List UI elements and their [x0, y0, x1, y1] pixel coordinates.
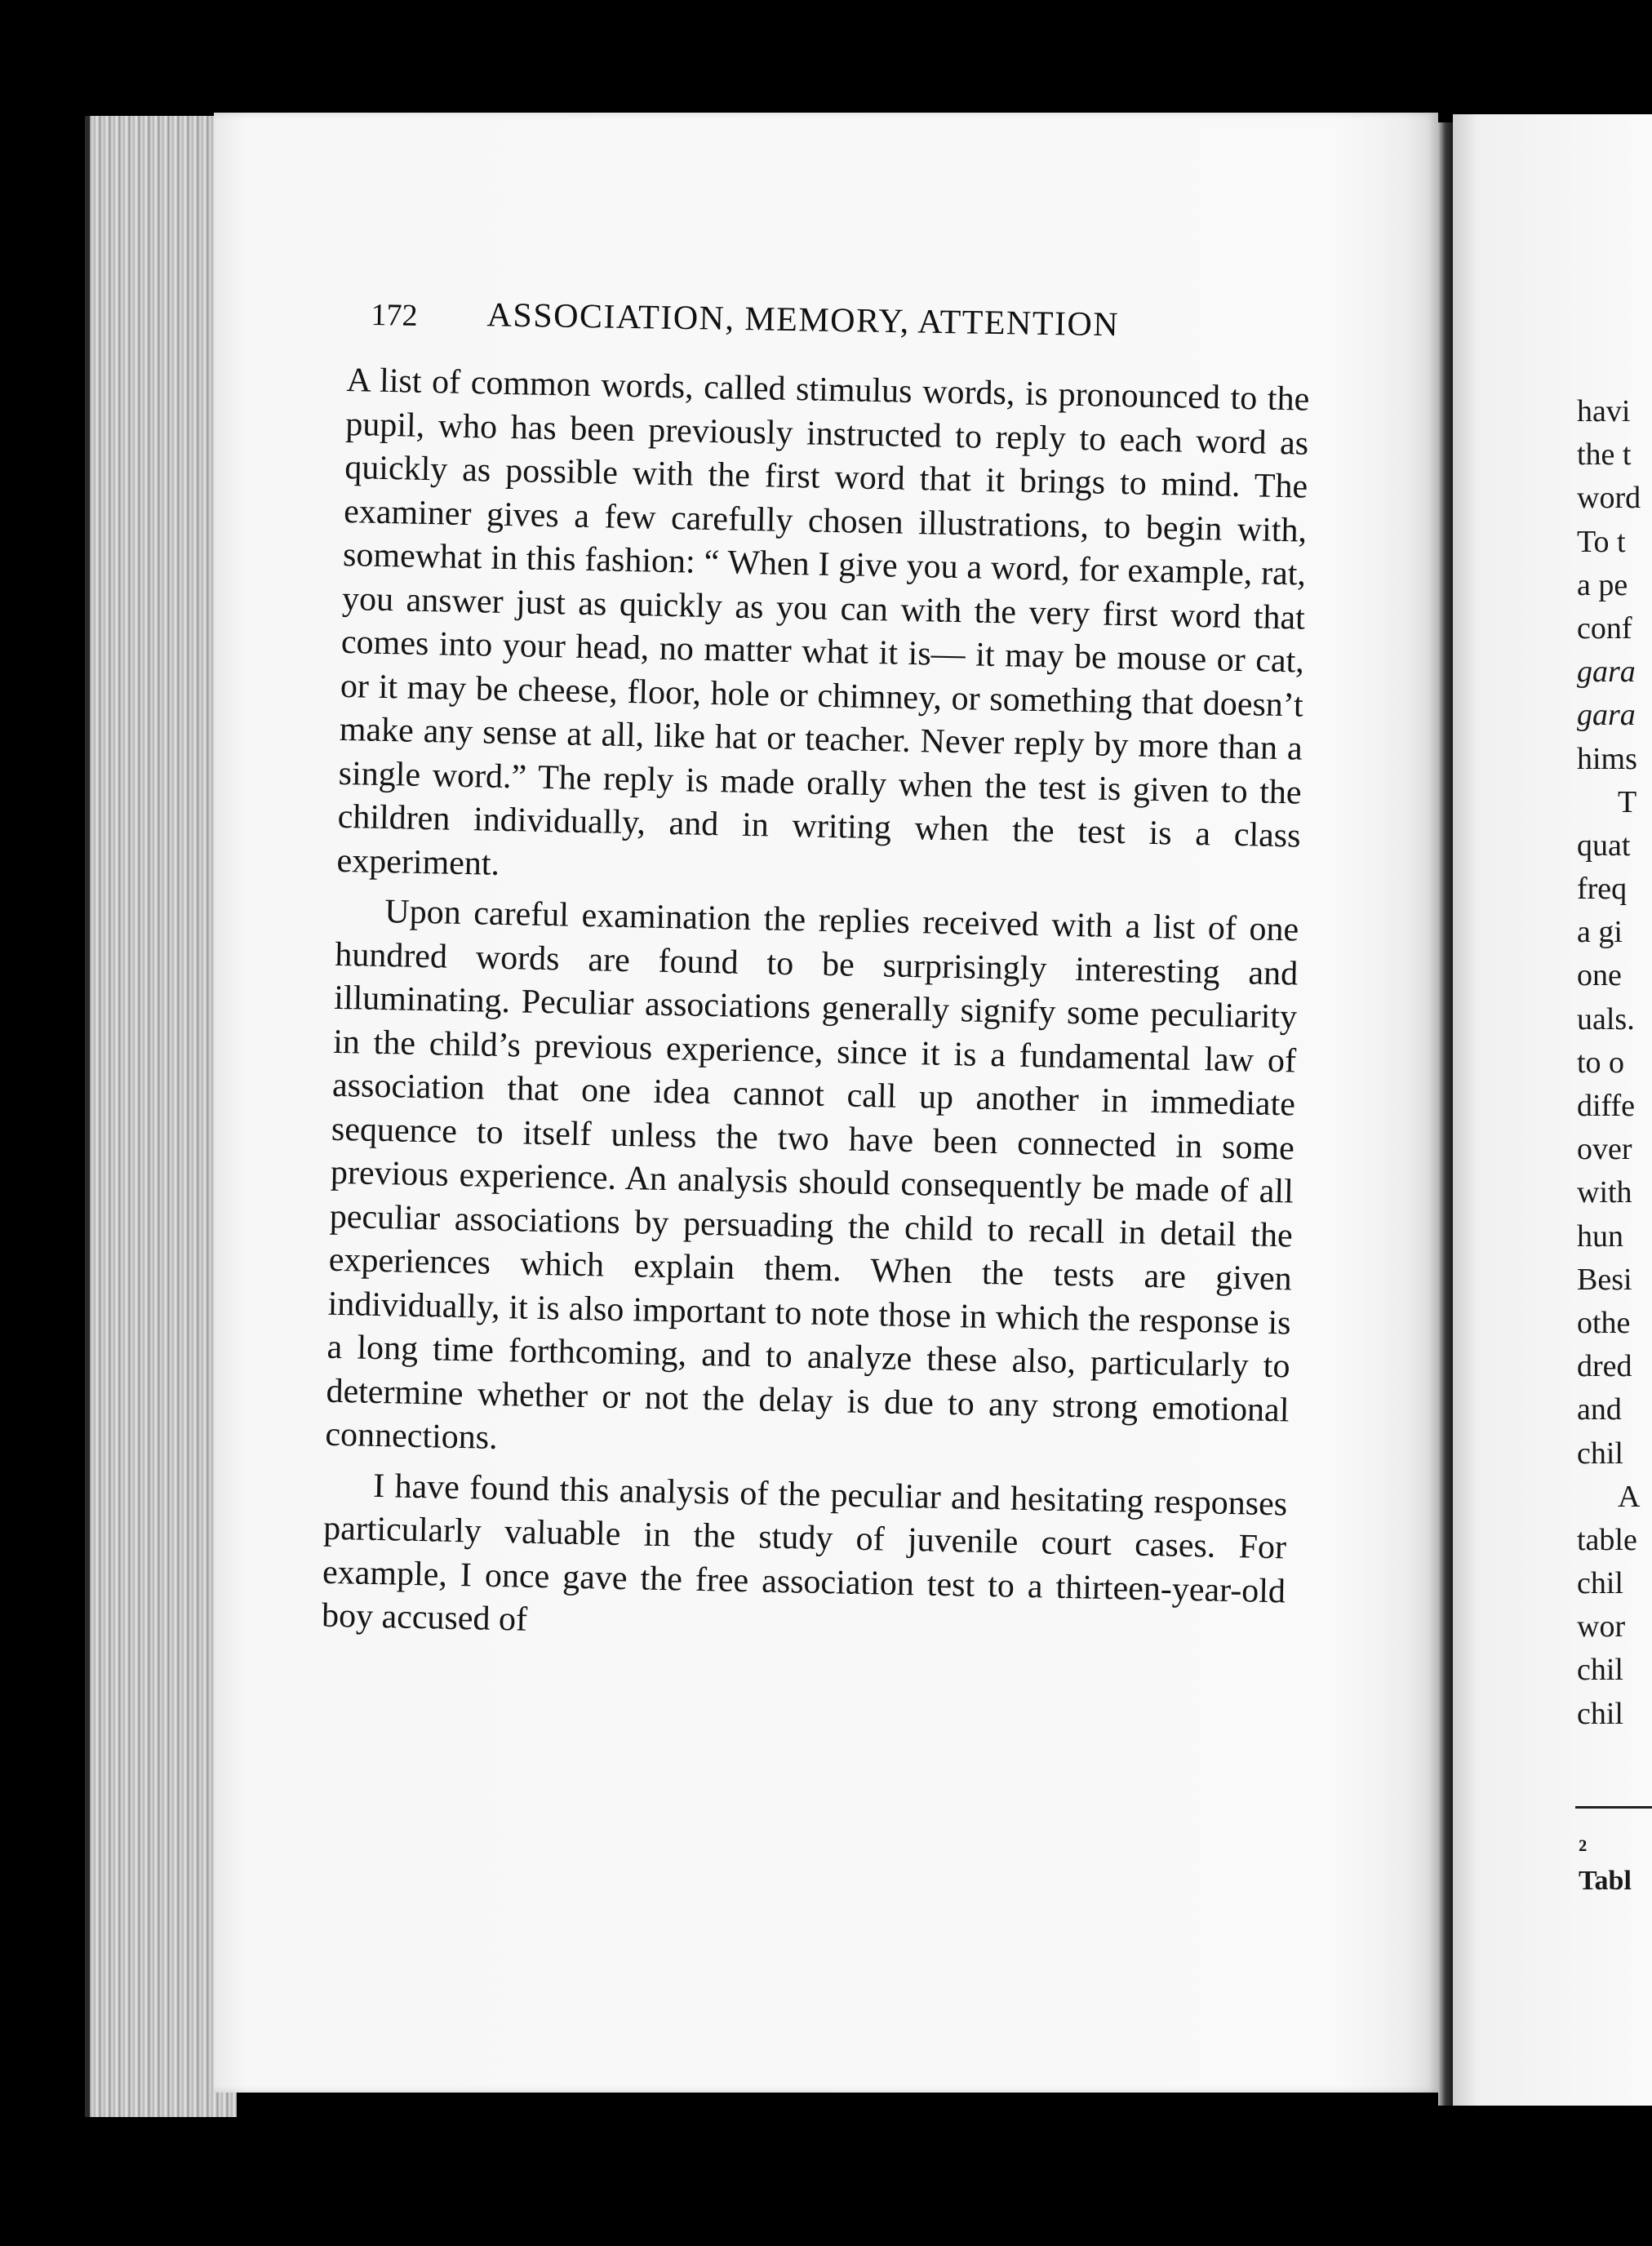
right-line: chil — [1577, 1436, 1623, 1471]
right-line: with — [1577, 1175, 1632, 1210]
right-line: Besi — [1577, 1262, 1632, 1297]
footnote-fragment — [1579, 1835, 1632, 1897]
footnote-marker: ² — [1579, 1835, 1588, 1865]
right-line: to o — [1577, 1045, 1625, 1080]
right-line: quat — [1577, 828, 1631, 863]
right-line: gara — [1577, 655, 1636, 690]
paragraph-1: A list of common words, called stimulus words, is pronounced to the pupil, who has been previously instructed to reply to each word as quickly as possible with the first word that it brings to mind. The examiner gives a few carefully chosen illustrations, to begin with, somewhat in this fashion: “ When I give you a word, for example, rat, you answer just as quickly as you can with the very first word that comes into your head, no matter what it is— it may be mouse or cat, or it may be cheese, floor, hole or chimney, or something that doesn’t make any sense at all, like hat or teacher. Never reply by more than a single word.” The reply is made orally when the test is given to the children individually, and in writing when the test is a class experiment. — [336, 361, 1310, 883]
right-line: a gi — [1577, 915, 1623, 950]
right-line: and — [1577, 1392, 1622, 1427]
paragraph-3: I have found this analysis of the peculiar and hesitating responses particularly valuable in the study of juvenile court cases. For example, I once gave the free association test to a thirteen-year-old boy accused of — [321, 1467, 1288, 1639]
right-line: T — [1618, 784, 1637, 819]
right-line: gara — [1577, 698, 1636, 733]
right-line: the t — [1577, 437, 1632, 473]
right-line: uals. — [1577, 1001, 1635, 1036]
right-line: hun — [1577, 1218, 1623, 1254]
right-line: othe — [1577, 1305, 1631, 1340]
right-line: diffe — [1577, 1089, 1636, 1123]
right-line: havi — [1577, 394, 1631, 428]
right-line: To t — [1577, 524, 1626, 559]
body-text — [321, 359, 1309, 1664]
footnote-rule — [1575, 1806, 1652, 1809]
right-line: table — [1577, 1522, 1637, 1557]
paragraph-2: Upon careful examination the replies received with a list of one hundred words are found to be surprisingly interesting and illuminating. Peculiar associations generally signify some peculiarity in the child’s previous experience, since it is a fundamental law of association that one idea cannot call up another in immediate sequence to itself unless the two have been connected in some previous experience. An analysis should consequently be made of all peculiar associations by persuading the child to recall in detail the experiences which explain them. When the tests are given individually, it is also important to note those in which the response is a long time forthcoming, and to analyze these also, particularly to determine whether or not the delay is due to any strong emotional connections. — [325, 893, 1299, 1457]
right-line: word — [1577, 481, 1641, 516]
right-line: freq — [1577, 872, 1628, 907]
right-line: hims — [1577, 741, 1637, 776]
footnote-start: Tabl — [1579, 1866, 1632, 1896]
right-line: chil — [1577, 1653, 1623, 1688]
right-line: conf — [1577, 610, 1632, 646]
right-line: over — [1577, 1132, 1632, 1167]
right-line: a pe — [1577, 567, 1628, 602]
running-title: ASSOCIATION, MEMORY, ATTENTION — [486, 296, 1120, 344]
right-page-text — [1577, 390, 1652, 1736]
right-line: A — [1618, 1479, 1641, 1514]
right-line: one — [1577, 958, 1622, 993]
right-line: wor — [1577, 1609, 1626, 1645]
right-line: chil — [1577, 1566, 1623, 1601]
right-line: chil — [1577, 1696, 1623, 1731]
book-gutter — [1438, 122, 1453, 2106]
right-line: dred — [1577, 1349, 1632, 1384]
page-number: 172 — [371, 297, 418, 333]
